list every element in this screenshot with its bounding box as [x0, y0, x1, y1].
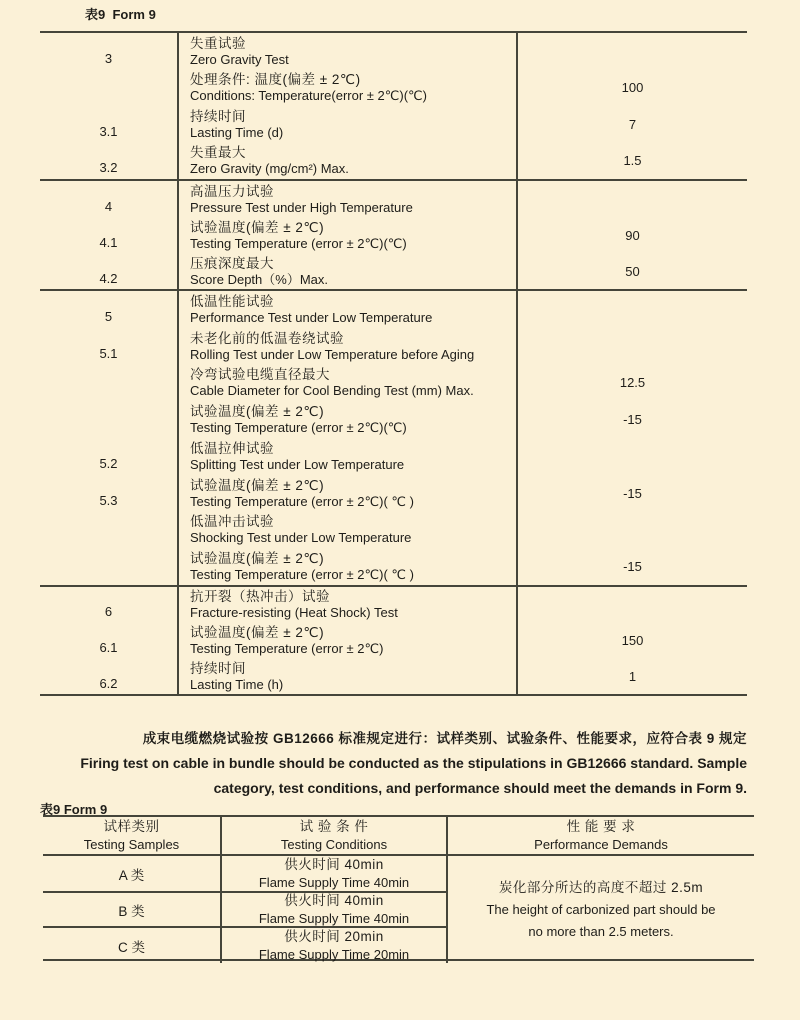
row-label-zh: 压痕深度最大	[190, 255, 274, 271]
row-value: 100	[621, 80, 644, 96]
row-label-zh: 试验温度(偏差 ± 2℃)	[190, 219, 325, 235]
row-label-zh: 冷弯试验电缆直径最大	[190, 367, 330, 383]
spec-row	[40, 512, 747, 549]
note-line-en1: Firing test on cable in bundle should be conducted as the stipulations in GB12666 standard. Sample	[80, 755, 747, 771]
spec-row	[40, 365, 747, 402]
row-label-zh: 失重试验	[190, 35, 246, 51]
header-testing-samples	[43, 817, 220, 856]
row-label-zh: 低温拉伸试验	[190, 440, 274, 456]
row-value: -15	[623, 559, 642, 575]
row-description	[177, 106, 518, 143]
row-description	[177, 548, 518, 585]
row-label-en: Testing Temperature (error ± 2℃)( ℃ )	[190, 493, 414, 509]
firing-test-note	[40, 727, 747, 800]
row-description	[177, 623, 518, 659]
row-description	[177, 253, 518, 289]
spec-row	[40, 143, 747, 180]
condition-cell-b	[220, 891, 446, 926]
row-description	[177, 328, 518, 365]
row-number: 6	[104, 604, 113, 620]
row-label-zh: 持续时间	[190, 108, 246, 124]
row-label-en: Performance Test under Low Temperature	[190, 309, 433, 325]
condition-en: Flame Supply Time 40min	[258, 911, 410, 926]
row-label-en: Pressure Test under High Temperature	[190, 199, 413, 215]
demand-en1: The height of carbonized part should be	[486, 901, 716, 917]
condition-zh: 供火时间 40min	[284, 857, 384, 872]
condition-en: Flame Supply Time 20min	[258, 947, 410, 962]
spec-section	[40, 179, 747, 289]
condition-en: Flame Supply Time 40min	[258, 875, 410, 890]
row-description	[177, 365, 518, 402]
spec-table	[40, 31, 747, 696]
demand-en2: no more than 2.5 meters.	[528, 923, 674, 939]
spec-row	[40, 33, 747, 70]
row-description	[177, 438, 518, 475]
row-description	[177, 401, 518, 438]
spec-row	[40, 623, 747, 659]
row-label-zh: 未老化前的低温卷绕试验	[190, 330, 344, 346]
row-label-en: Zero Gravity Test	[190, 51, 289, 67]
row-label-zh: 抗开裂（热冲击）试验	[190, 589, 330, 605]
firing-test-table	[43, 815, 754, 961]
header-label-zh: 性 能 要 求	[566, 819, 636, 834]
row-label-en: Zero Gravity (mg/cm²) Max.	[190, 161, 349, 177]
row-description	[177, 70, 518, 107]
spec-row	[40, 253, 747, 289]
note-line-en2: category, test conditions, and performance should meet the demands in Form 9.	[213, 779, 747, 796]
note-line-zh: 成束电缆燃烧试验按 GB12666 标准规定进行：试样类别、试验条件、性能要求，应符合表 9 规定	[142, 731, 747, 746]
row-number: 5	[104, 308, 113, 324]
row-number: 6.1	[99, 639, 118, 655]
row-value: -15	[623, 412, 642, 428]
spec-row	[40, 401, 747, 438]
row-label-en: Testing Temperature (error ± 2℃)( ℃ )	[190, 567, 414, 583]
row-description	[177, 587, 518, 623]
header-label-zh: 试 验 条 件	[299, 819, 369, 834]
condition-zh: 供火时间 20min	[284, 929, 384, 944]
row-label-zh: 试验温度(偏差 ± 2℃)	[190, 477, 325, 493]
row-label-en: Testing Temperature (error ± 2℃)(℃)	[190, 235, 407, 251]
row-number: 3.1	[99, 123, 118, 139]
row-label-zh: 处理条件: 温度(偏差 ± 2℃)	[190, 72, 361, 88]
row-number: 5.3	[99, 492, 118, 508]
spec-row	[40, 548, 747, 585]
spec-section	[40, 585, 747, 694]
row-value: 7	[628, 116, 637, 132]
row-label-zh: 试验温度(偏差 ± 2℃)	[190, 404, 325, 420]
row-value: 1	[628, 668, 637, 684]
spec-row	[40, 70, 747, 107]
row-label-en: Cable Diameter for Cool Bending Test (mm) Max.	[190, 383, 474, 399]
row-label-en: Score Depth（%）Max.	[190, 271, 328, 287]
row-label-zh: 持续时间	[190, 660, 246, 676]
row-label-en: Lasting Time (h)	[190, 676, 284, 692]
spec-row	[40, 217, 747, 253]
row-label-en: Splitting Test under Low Temperature	[190, 456, 405, 472]
row-value: 150	[621, 632, 644, 648]
row-label-zh: 低温性能试验	[190, 293, 274, 309]
row-value: 50	[625, 263, 640, 279]
spec-row	[40, 438, 747, 475]
spec-row	[40, 587, 747, 623]
row-description	[177, 475, 518, 512]
spec-row	[40, 475, 747, 512]
row-label-en: Conditions: Temperature(error ± 2℃)(℃)	[190, 88, 427, 104]
row-description	[177, 512, 518, 549]
header-label-en: Testing Conditions	[280, 837, 388, 852]
row-label-en: Shocking Test under Low Temperature	[190, 530, 412, 546]
header-testing-conditions	[220, 817, 446, 856]
row-number: 6.2	[99, 675, 118, 691]
row-label-zh: 高温压力试验	[190, 183, 274, 199]
spec-row	[40, 106, 747, 143]
row-value: -15	[623, 485, 642, 501]
table9-caption-bottom: 表9 Form 9	[40, 802, 108, 817]
row-description	[177, 143, 518, 180]
header-label-en: Performance Demands	[534, 837, 668, 852]
row-number: 4.1	[99, 234, 118, 250]
row-value: 90	[625, 227, 640, 243]
sample-cell-c: C 类	[43, 926, 220, 963]
sample-cell-b: B 类	[43, 891, 220, 926]
spec-row	[40, 291, 747, 328]
row-number: 4.2	[99, 270, 118, 286]
spec-row	[40, 658, 747, 694]
header-performance-demands	[446, 817, 754, 856]
row-description	[177, 291, 518, 328]
row-number: 3	[104, 50, 113, 66]
demand-zh: 炭化部分所达的高度不超过 2.5m	[498, 879, 704, 895]
row-description	[177, 181, 518, 217]
row-description	[177, 217, 518, 253]
row-label-zh: 试验温度(偏差 ± 2℃)	[190, 551, 325, 567]
performance-demand-cell	[446, 856, 754, 963]
spec-section	[40, 33, 747, 179]
row-description	[177, 33, 518, 70]
row-label-zh: 失重最大	[190, 145, 246, 161]
row-number: 4	[104, 198, 113, 214]
row-number: 5.2	[99, 455, 118, 471]
row-label-en: Fracture-resisting (Heat Shock) Test	[190, 605, 398, 621]
sample-cell-a: A 类	[118, 867, 145, 883]
row-value: 12.5	[619, 375, 646, 391]
row-number: 5.1	[99, 345, 118, 361]
condition-cell-c	[220, 926, 446, 963]
condition-zh: 供火时间 40min	[284, 893, 384, 908]
row-label-en: Testing Temperature (error ± 2℃)(℃)	[190, 420, 407, 436]
condition-cell-a	[220, 856, 446, 891]
row-label-zh: 试验温度(偏差 ± 2℃)	[190, 624, 325, 640]
table9-caption-top: 表9 Form 9	[85, 7, 156, 22]
row-value: 1.5	[623, 153, 642, 169]
row-number: 3.2	[99, 160, 118, 176]
header-label-en: Testing Samples	[83, 837, 180, 852]
spec-row	[40, 328, 747, 365]
header-label-zh: 试样类别	[103, 819, 160, 834]
row-label-en: Testing Temperature (error ± 2℃)	[190, 640, 384, 656]
spec-row	[40, 181, 747, 217]
row-description	[177, 658, 518, 694]
row-label-zh: 低温冲击试验	[190, 514, 274, 530]
row-label-en: Rolling Test under Low Temperature before Aging	[190, 346, 475, 362]
row-label-en: Lasting Time (d)	[190, 124, 284, 140]
spec-section	[40, 289, 747, 585]
